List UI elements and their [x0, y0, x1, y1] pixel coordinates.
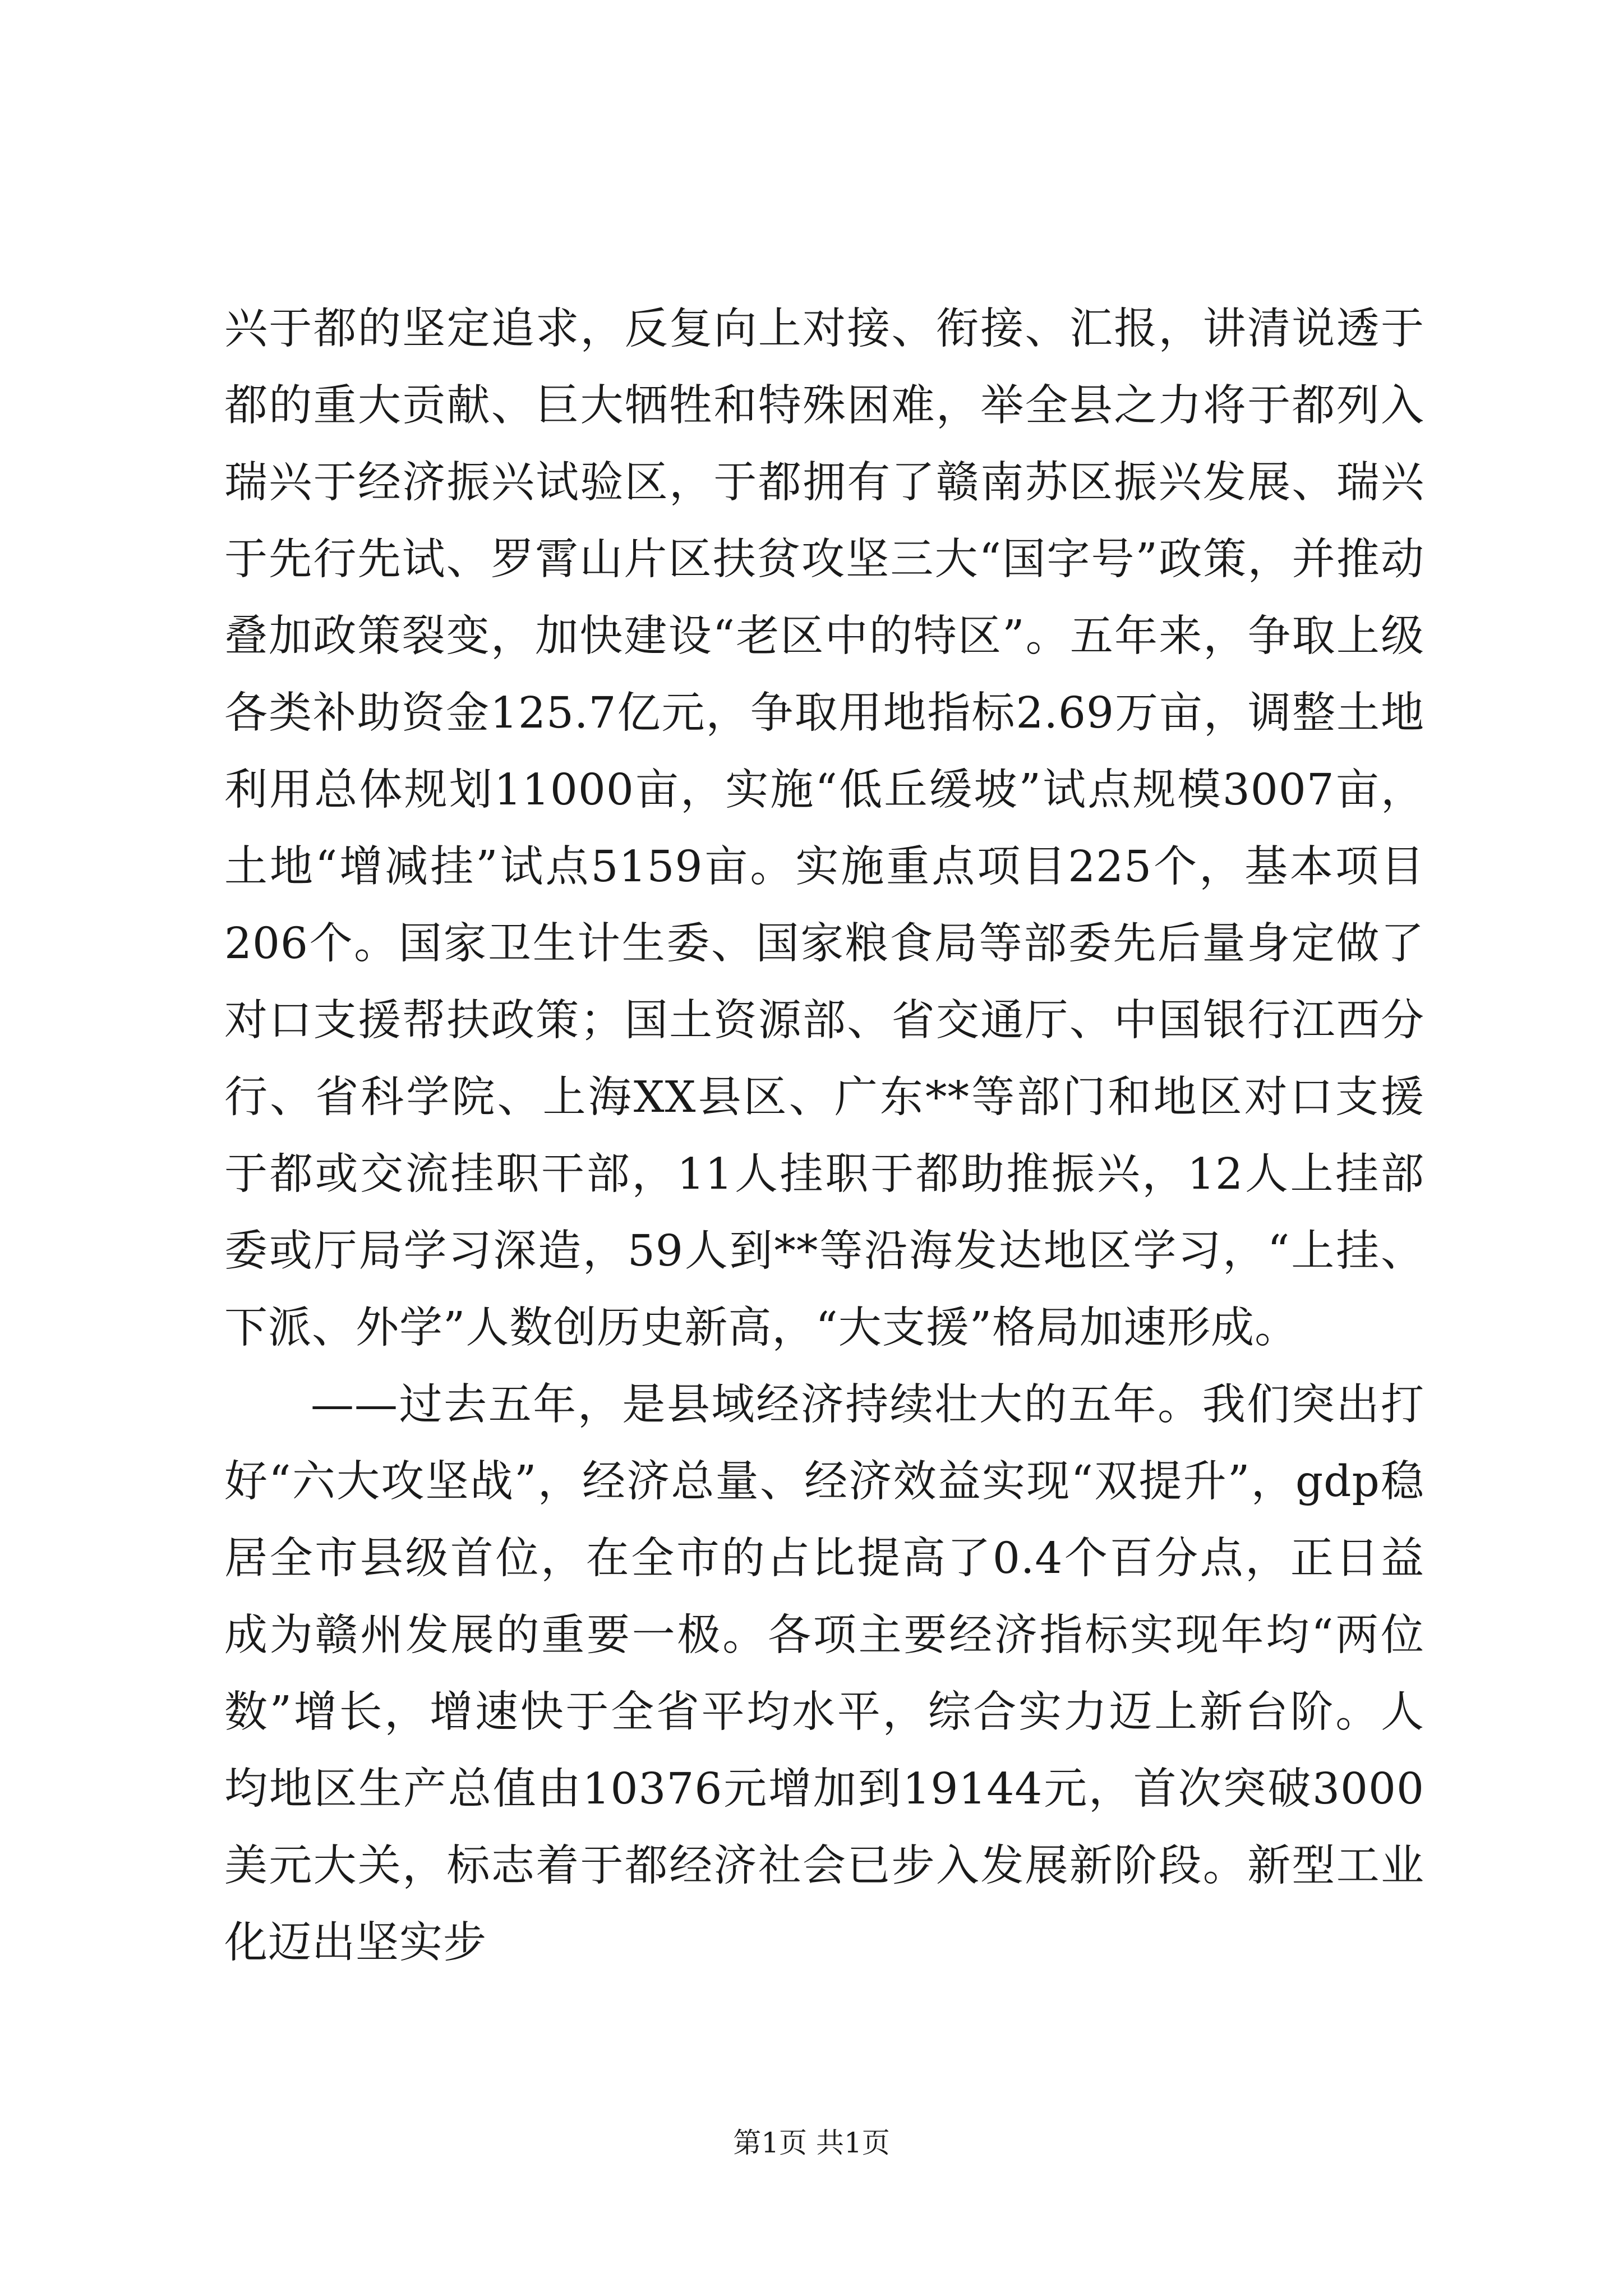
- paragraph-2: ——过去五年，是县域经济持续壮大的五年。我们突出打好“六大攻坚战”，经济总量、经济效益实现“双提升”，gdp稳居全市县级首位，在全市的占比提高了0.4个百分点，正日益成为赣州发展的重要一极。各项主要经济指标实现年均“两位数”增长，增速快于全省平均水平，综合实力迈上新台阶。人均地区生产总值由10376元增加到19144元，首次突破3000美元大关，标志着于都经济社会已步入发展新阶段。新型工业化迈出坚实步: [224, 1380, 1425, 1968]
- document-body: [224, 291, 1424, 1981]
- paragraph-1: 兴于都的坚定追求，反复向上对接、衔接、汇报，讲清说透于都的重大贡献、巨大牺牲和特殊困难，举全县之力将于都列入瑞兴于经济振兴试验区，于都拥有了赣南苏区振兴发展、瑞兴于先行先试、罗霄山片区扶贫攻坚三大“国字号”政策，并推动叠加政策裂变，加快建设“老区中的特区”。五年来，争取上级各类补助资金125.7亿元，争取用地指标2.69万亩，调整土地利用总体规划11000亩，实施“低丘缓坡”试点规模3007亩，土地“增减挂”试点5159亩。实施重点项目225个，基本项目206个。国家卫生计生委、国家粮食局等部委先后量身定做了对口支援帮扶政策；国土资源部、省交通厅、中国银行江西分行、省科学院、上海XX县区、广东**等部门和地区对口支援于都或交流挂职干部，11人挂职于都助推振兴，12人上挂部委或厅局学习深造，59人到**等沿海发达地区学习，“上挂、下派、外学”人数创历史新高，“大支援”格局加速形成。: [224, 304, 1424, 1353]
- page-footer: 第1页 共1页: [733, 2127, 890, 2159]
